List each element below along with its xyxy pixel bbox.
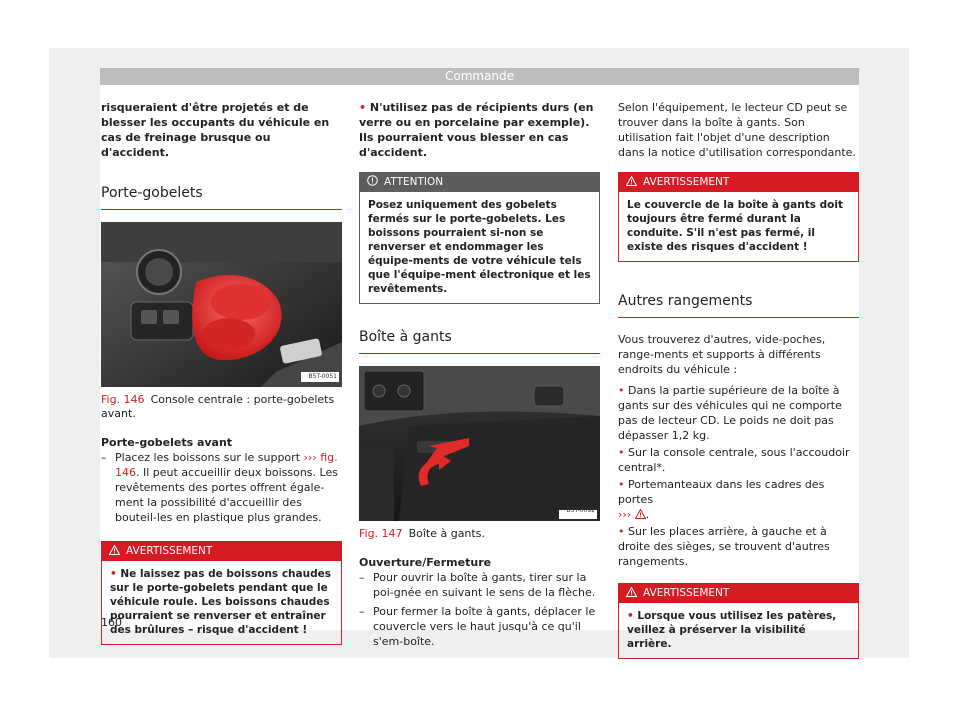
list-item: • Portemanteaux dans les cadres des portes ››› . (618, 478, 825, 521)
attention-header (359, 172, 600, 192)
intro-text: risqueraient d'être projetés et de blesser les occupants du véhicule en cas de freinage brusque ou d'accident. (101, 101, 330, 159)
subsection-title: Ouverture/Fermeture (359, 556, 492, 569)
warning-triangle-icon (635, 509, 646, 519)
list-item-text: Dans la partie supérieure de la boîte à gants sur des véhicules qui ne comporte pas de lecteur CD. Le poids ne doit pas dépasser 1,2 kg. (618, 384, 842, 442)
warning-title: AVERTISSEMENT (643, 176, 730, 188)
warning-text: Lorsque vous utilisez les patères, veillez à préserver la visibilité arrière. (627, 610, 837, 650)
warning-header (101, 541, 342, 561)
bullet-dot: • (110, 568, 117, 580)
list-item (618, 524, 859, 569)
cupholder-image (101, 222, 342, 387)
warning-title: AVERTISSEMENT (126, 545, 213, 557)
fig-reference-link[interactable]: ››› fig. 146 (115, 451, 338, 479)
image-code: B5T-0092 (566, 507, 595, 514)
warning-header (618, 583, 859, 603)
bullet-dot: • (618, 384, 625, 397)
column-3 (618, 100, 859, 659)
list-item-text: Portemanteaux dans les cadres des portes (618, 478, 825, 506)
warning-box (618, 172, 859, 262)
warning-title: AVERTISSEMENT (643, 587, 730, 599)
fig-caption (101, 393, 342, 421)
fig-caption-text: Boîte à gants. (408, 527, 485, 540)
fig-number: Fig. 146 (101, 393, 145, 406)
bullet-dot: • (618, 478, 625, 491)
warning-reference-link[interactable]: ››› (618, 508, 632, 521)
page-number: 160 (101, 616, 122, 629)
list-item (618, 445, 859, 475)
intro-text: Selon l'équipement, le lecteur CD peut se trouver dans la boîte à gants. Son utilisation fait l'objet d'une description dans la notice d'utilisation correspondante. (618, 101, 856, 159)
bullet-dot: • (618, 446, 625, 459)
image-code: B5T-0051 (308, 373, 337, 380)
section-title-porte-gobelets: Porte-gobelets (101, 184, 342, 210)
step-text: Placez les boissons sur le support (115, 451, 301, 464)
page-header: Commande (100, 68, 859, 85)
list-item-text: Sur les places arrière, à gauche et à droite des sièges, se trouvent d'autres rangements. (618, 525, 830, 568)
list-item-text: Sur la console centrale, sous l'accoudoir central*. (618, 446, 850, 474)
instruction-step: – Pour fermer la boîte à gants, déplacer le couvercle vers le haut jusqu'à ce qu'il s'em-boîte. (359, 604, 600, 649)
fig-caption (359, 527, 600, 541)
section-title-autres-rangements: Autres rangements (618, 292, 859, 318)
subsection-title: Porte-gobelets avant (101, 436, 233, 449)
warning-triangle-icon (109, 545, 120, 555)
warning-text: Ne laissez pas de boissons chaudes sur le porte-gobelets pendant que le véhicule roule. Les boissons chaudes pourraient se renverser et entraîner des brûlures – risque d'accident ! (110, 568, 331, 636)
instruction-step: – Pour ouvrir la boîte à gants, tirer sur la poi-gnée en suivant le sens de la flèche. (359, 570, 600, 600)
fig-caption-text: Console centrale : porte-gobelets avant. (101, 393, 335, 420)
column-1 (101, 100, 342, 645)
bullet-dot: • (359, 101, 367, 114)
step-text-cont: . Il peut accueillir deux boissons. Les revêtements des portes offrent égale-ment la possibilité d'accueillir des bouteil-les en plastique plus grandes. (115, 466, 338, 524)
bullet-dot: • (618, 525, 625, 538)
warning-box (101, 541, 342, 645)
attention-box (359, 172, 600, 304)
warning-triangle-icon (626, 176, 637, 186)
attention-body: Posez uniquement des gobelets fermés sur le porte-gobelets. Les boissons pourraient si-non se renverser et endommager les équipe-ments de votre véhicule tels que l'équipe-ment électronique et les revêtements. (359, 192, 600, 304)
bullet-dot: • (627, 610, 634, 622)
warning-header (618, 172, 859, 192)
list-item (618, 383, 859, 443)
continued-warning-text: N'utilisez pas de récipients durs (en verre ou en porcelaine par exemple). Ils pourraient vous blesser en cas d'accident. (359, 101, 594, 159)
attention-title: ATTENTION (384, 176, 444, 188)
continued-warning (359, 100, 600, 160)
instruction-step (101, 450, 342, 525)
column-2 (359, 100, 600, 649)
paragraph: Vous trouverez d'autres, vide-poches, range-ments et supports à différents endroits du véhicule : (618, 333, 826, 376)
fig-number: Fig. 147 (359, 527, 403, 540)
section-title-boite-a-gants: Boîte à gants (359, 328, 600, 354)
warning-triangle-icon (626, 587, 637, 597)
warning-body (101, 561, 342, 645)
warning-body (618, 603, 859, 659)
warning-body: Le couvercle de la boîte à gants doit toujours être fermé durant la conduite. S'il n'est pas fermé, il existe des risques d'accident ! (618, 192, 859, 262)
warning-box (618, 583, 859, 659)
glovebox-image (359, 366, 600, 521)
info-circle-icon (367, 175, 378, 186)
